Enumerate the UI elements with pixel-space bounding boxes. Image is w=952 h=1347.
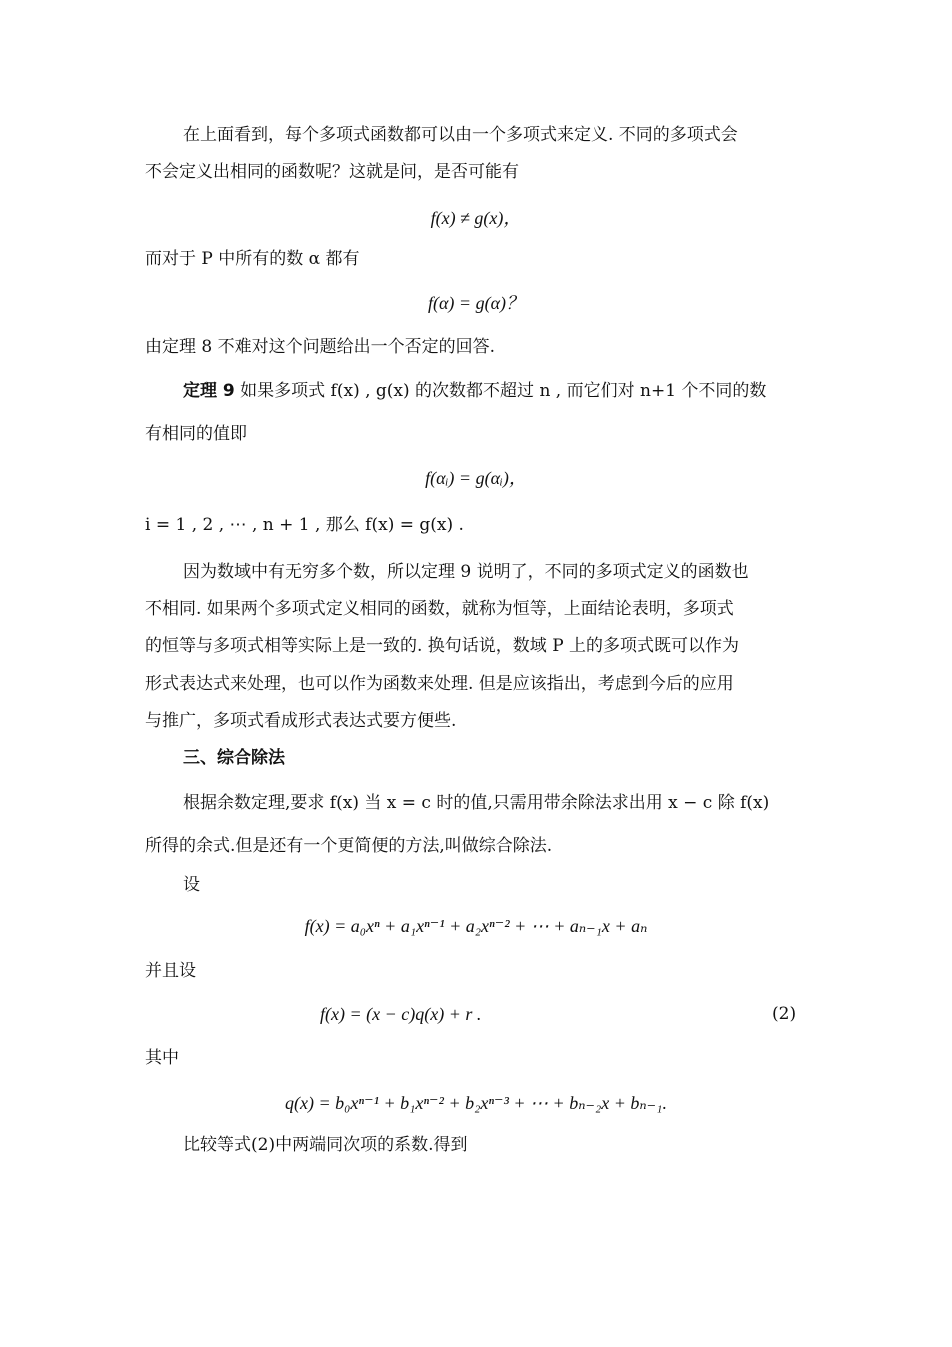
paragraph-line: 所得的余式.但是还有一个更简便的方法,叫做综合除法.	[145, 836, 553, 856]
paragraph-line: 比较等式(2)中两端同次项的系数.得到	[183, 1135, 468, 1155]
paragraph-line: 的恒等与多项式相等实际上是一致的. 换句话说，数域 P 上的多项式既可以作为	[145, 636, 740, 656]
paragraph-line: 有相同的值即	[145, 424, 247, 444]
equation-q-expansion: q(x) = b₀xⁿ⁻¹ + b₁xⁿ⁻² + b₂xⁿ⁻³ + ⋯ + bₙ₋₂x + bₙ₋₁.	[285, 1093, 667, 1113]
paragraph-line: i = 1 , 2 , ⋯ , n + 1 , 那么 f(x) = g(x) .	[145, 515, 464, 535]
paragraph-line: 因为数域中有无穷多个数，所以定理 9 说明了，不同的多项式定义的函数也	[183, 562, 749, 582]
paragraph-line: 在上面看到，每个多项式函数都可以由一个多项式来定义. 不同的多项式会	[183, 125, 738, 145]
paragraph-line: 并且设	[145, 961, 196, 981]
equation-division: f(x) = (x − c)q(x) + r .	[320, 1004, 482, 1024]
theorem-9-line	[183, 379, 766, 403]
paragraph-line: 其中	[145, 1048, 179, 1068]
equation-f-neq-g: f(x) ≠ g(x)，	[430, 208, 522, 228]
equation-f-expansion: f(x) = a₀xⁿ + a₁xⁿ⁻¹ + a₂xⁿ⁻² + ⋯ + aₙ₋₁x + aₙ	[304, 916, 648, 936]
paragraph-line: 形式表达式来处理，也可以作为函数来处理. 但是应该指出，考虑到今后的应用	[145, 674, 734, 694]
paragraph-line: 根据余数定理,要求 f(x) 当 x = c 时的值,只需用带余除法求出用 x − c 除 f(x)	[183, 793, 770, 813]
paragraph-line: 与推广，多项式看成形式表达式要方便些.	[145, 711, 457, 731]
paragraph-line: 不会定义出相同的函数呢？这就是问，是否可能有	[145, 162, 519, 182]
equation-f-alpha-eq-g-alpha: f(α) = g(α)？	[427, 293, 525, 313]
equation-number: (2)	[772, 1004, 797, 1024]
paragraph-line: 设	[183, 875, 200, 895]
paragraph-line: 由定理 8 不难对这个问题给出一个否定的回答.	[145, 337, 496, 357]
paragraph-line: 不相同. 如果两个多项式定义相同的函数，就称为恒等，上面结论表明，多项式	[145, 599, 734, 619]
theorem-label: 定理 9	[183, 381, 235, 401]
equation-f-alpha-i: f(αᵢ) = g(αᵢ)，	[425, 468, 527, 488]
theorem-text: 如果多项式 f(x) , g(x) 的次数都不超过 n , 而它们对 n+1 个不同的数	[240, 381, 767, 401]
section-heading: 三、综合除法	[183, 748, 285, 768]
paragraph-line: 而对于 P 中所有的数 α 都有	[145, 249, 360, 269]
